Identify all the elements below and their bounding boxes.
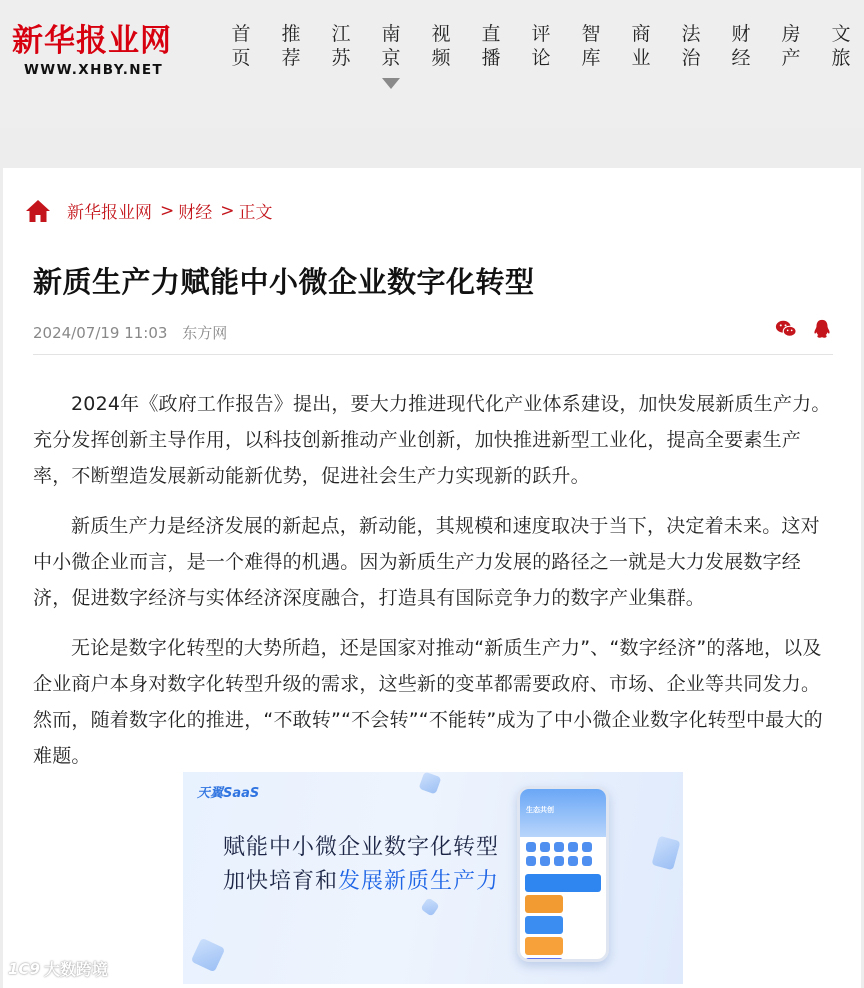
nav-item-label-bottom: 频 [431, 47, 451, 69]
nav-item[interactable] [516, 22, 566, 70]
qq-share-icon[interactable] [811, 318, 833, 340]
article-meta [33, 322, 227, 343]
nav-item-label-top: 江 [331, 23, 351, 45]
article-banner-image [183, 772, 683, 984]
nav-item-label-top: 推 [281, 23, 301, 45]
share-bar [775, 318, 833, 340]
watermark-text: 大数跨境 [43, 960, 108, 979]
phone-title: 生态共创 [526, 806, 554, 814]
nav-item-label-bottom: 产 [781, 47, 801, 69]
nav-item-label-top: 文 [831, 23, 851, 45]
phone-card [525, 874, 601, 892]
nav-item[interactable] [316, 22, 366, 70]
nav-item[interactable] [566, 22, 616, 70]
breadcrumb-separator: > [220, 200, 235, 221]
banner-subheadline [223, 864, 499, 895]
article-paragraph: 2024年《政府工作报告》提出，要大力推进现代化产业体系建设，加快发展新质生产力。充分发挥创新主导作用，以科技创新推动产业创新，加快推进新型工业化，提高全要素生产率，不断塑造发展新动能新优势，促进社会生产力实现新的跃升。 [33, 393, 831, 487]
nav-item-label-bottom: 旅 [831, 47, 851, 69]
watermark [8, 957, 108, 980]
wechat-share-icon[interactable] [775, 318, 797, 340]
nav-item-label-bottom: 京 [381, 47, 401, 69]
logo-cn: 新华报业网 [12, 23, 172, 59]
phone-icon-grid [520, 837, 606, 871]
article-title: 新质生产力赋能中小微企业数字化转型 [33, 265, 535, 299]
nav-item[interactable] [766, 22, 816, 70]
nav-item-label-top: 首 [231, 23, 251, 45]
nav-item[interactable] [716, 22, 766, 70]
decor-cube [418, 772, 441, 795]
phone-tiles [520, 895, 606, 962]
nav-item-label-top: 财 [731, 23, 751, 45]
article-paragraph: 无论是数字化转型的大势所趋，还是国家对推动“新质生产力”、“数字经济”的落地，以及企业商户本身对数字化转型升级的需求，这些新的变革都需要政府、市场、企业等共同发力。然而，随着数字化的推进，“不敢转”“不会转”“不能转”成为了中小微企业数字化转型中最大的难题。 [33, 637, 823, 767]
nav-item-label-bottom: 播 [481, 47, 501, 69]
article-source: 东方网 [182, 324, 228, 342]
article-panel [3, 168, 861, 988]
watermark-logo: 1C9 [8, 959, 40, 978]
nav-item[interactable] [816, 22, 864, 70]
banner-subheadline-highlight: 发展新质生产力 [338, 869, 500, 894]
nav-item[interactable] [616, 22, 666, 70]
decor-cube [420, 897, 439, 916]
nav-item-label-top: 评 [531, 23, 551, 45]
nav-item-label-bottom: 库 [581, 47, 601, 69]
main-nav [216, 22, 864, 70]
nav-item-label-bottom: 经 [731, 47, 751, 69]
logo-en: WWW.XHBY.NET [24, 62, 164, 78]
nav-item-label-top: 南 [381, 23, 401, 45]
nav-item-label-bottom: 苏 [331, 47, 351, 69]
phone-header [520, 789, 606, 837]
nav-item[interactable] [416, 22, 466, 70]
nav-item[interactable] [266, 22, 316, 70]
breadcrumb-separator: > [160, 200, 175, 221]
nav-item-label-top: 智 [581, 23, 601, 45]
site-header [0, 0, 864, 128]
banner-headline: 赋能中小微企业数字化转型 [223, 835, 500, 860]
nav-item-label-bottom: 论 [531, 47, 551, 69]
decor-cube [191, 938, 226, 973]
nav-item-label-bottom: 治 [681, 47, 701, 69]
nav-item[interactable] [366, 22, 416, 70]
article-body [33, 386, 837, 788]
decor-cube [651, 836, 680, 871]
breadcrumb [25, 198, 273, 223]
breadcrumb-section-link[interactable]: 财经 [178, 203, 213, 223]
nav-item-label-top: 直 [481, 23, 501, 45]
nav-item-label-top: 商 [631, 23, 651, 45]
nav-item[interactable] [466, 22, 516, 70]
active-caret-icon [382, 78, 400, 89]
nav-item-label-top: 法 [681, 23, 701, 45]
nav-item-label-top: 视 [431, 23, 451, 45]
breadcrumb-home-link[interactable]: 新华报业网 [67, 203, 152, 223]
banner-brand: 天翼SaaS [197, 786, 260, 801]
banner-subheadline-pre: 加快培育和 [223, 869, 339, 894]
breadcrumb-current[interactable]: 正文 [238, 203, 273, 223]
site-logo[interactable] [12, 22, 192, 82]
nav-item-label-top: 房 [781, 23, 801, 45]
nav-item[interactable] [666, 22, 716, 70]
article-paragraph: 新质生产力是经济发展的新起点，新动能，其规模和速度取决于当下，决定着未来。这对中小微企业而言，是一个难得的机遇。因为新质生产力发展的路径之一就是大力发展数字经济，促进数字经济与实体经济深度融合，打造具有国际竞争力的数字产业集群。 [33, 515, 820, 609]
nav-item-label-bottom: 业 [631, 47, 651, 69]
meta-divider [33, 354, 833, 355]
home-icon[interactable] [25, 199, 51, 223]
nav-item[interactable] [216, 22, 266, 70]
nav-item-label-bottom: 页 [231, 47, 251, 69]
nav-item-label-bottom: 荐 [281, 47, 301, 69]
article-date: 2024/07/19 11:03 [33, 324, 168, 342]
phone-mockup [517, 786, 609, 962]
